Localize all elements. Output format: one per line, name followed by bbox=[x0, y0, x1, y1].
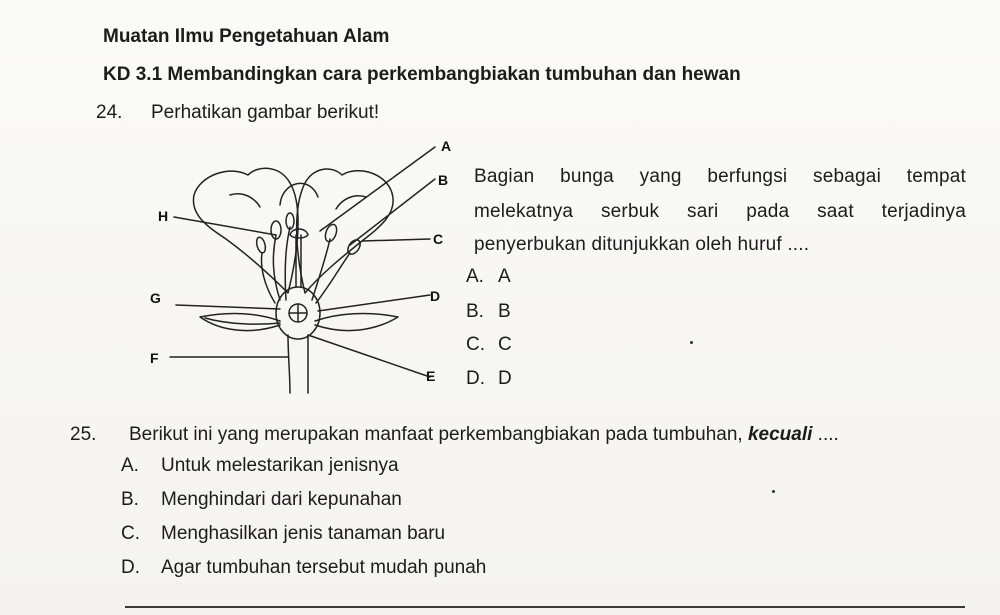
option-text: Menghindari dari kepunahan bbox=[161, 489, 402, 510]
subject-title: Muatan Ilmu Pengetahuan Alam bbox=[103, 26, 390, 47]
flower-diagram bbox=[130, 135, 465, 395]
question-24-stem-line-2: melekatnya serbuk sari pada saat terjadinya bbox=[474, 201, 966, 222]
leader-e bbox=[308, 335, 430, 377]
leader-g bbox=[176, 305, 280, 309]
stamen-filament bbox=[273, 235, 280, 300]
right-sepal bbox=[315, 314, 398, 331]
question-25-text-after: .... bbox=[812, 424, 839, 445]
option-text: A bbox=[498, 266, 511, 287]
question-24-stem-line-1: Bagian bunga yang berfungsi sebagai tempat bbox=[474, 166, 966, 187]
stem bbox=[288, 335, 308, 393]
question-25-option-d[interactable] bbox=[121, 557, 486, 579]
diagram-label-c: C bbox=[433, 231, 444, 247]
question-24-number: 24. bbox=[96, 102, 123, 123]
option-letter: D. bbox=[466, 368, 485, 389]
diagram-label-e: E bbox=[426, 368, 436, 384]
question-25-text bbox=[129, 424, 839, 446]
option-letter: C. bbox=[466, 334, 485, 355]
leader-c bbox=[362, 239, 430, 241]
question-25-text-before: Berikut ini yang merupakan manfaat perkembangbiakan pada tumbuhan, bbox=[129, 424, 748, 445]
option-text: Agar tumbuhan tersebut mudah punah bbox=[161, 557, 487, 578]
question-24-option-b[interactable] bbox=[466, 301, 511, 323]
ink-speck bbox=[690, 341, 693, 344]
option-letter: C. bbox=[121, 523, 140, 544]
kd-title: KD 3.1 Membandingkan cara perkembangbiakan tumbuhan dan hewan bbox=[103, 64, 741, 85]
diagram-label-f: F bbox=[150, 350, 159, 366]
diagram-label-d: D bbox=[430, 288, 441, 304]
question-25-emphasis: kecuali bbox=[747, 424, 813, 445]
option-letter: B. bbox=[466, 301, 484, 322]
diagram-label-b: B bbox=[438, 172, 449, 188]
question-24-instruction: Perhatikan gambar berikut! bbox=[151, 102, 380, 123]
question-25-option-c[interactable] bbox=[121, 523, 445, 545]
leader-d bbox=[318, 295, 430, 311]
question-25-option-b[interactable] bbox=[121, 489, 402, 511]
bottom-rule bbox=[125, 606, 965, 608]
leader-a bbox=[320, 147, 435, 231]
question-24-option-d[interactable] bbox=[466, 368, 512, 390]
leader-b bbox=[350, 179, 435, 245]
diagram-label-g: G bbox=[150, 290, 161, 306]
option-text: C bbox=[498, 334, 512, 355]
option-letter: D. bbox=[121, 557, 140, 578]
option-letter: A. bbox=[121, 455, 139, 476]
option-text: Untuk melestarikan jenisnya bbox=[161, 455, 399, 476]
option-letter: A. bbox=[466, 266, 484, 287]
question-25-number: 25. bbox=[70, 424, 97, 445]
leader-h bbox=[174, 217, 276, 235]
ink-speck bbox=[772, 490, 775, 493]
question-24-option-a[interactable] bbox=[466, 266, 511, 288]
option-text: B bbox=[498, 301, 511, 322]
left-sepal bbox=[200, 314, 280, 331]
left-petal bbox=[193, 168, 298, 293]
diagram-label-h: H bbox=[158, 208, 169, 224]
question-24-option-c[interactable] bbox=[466, 334, 512, 356]
question-24-stem-line-3: penyerbukan ditunjukkan oleh huruf .... bbox=[474, 234, 810, 255]
diagram-label-a: A bbox=[441, 138, 452, 154]
option-letter: B. bbox=[121, 489, 139, 510]
question-25-option-a[interactable] bbox=[121, 455, 399, 477]
stigma bbox=[290, 229, 308, 238]
option-text: Menghasilkan jenis tanaman baru bbox=[161, 523, 446, 544]
option-text: D bbox=[498, 368, 512, 389]
